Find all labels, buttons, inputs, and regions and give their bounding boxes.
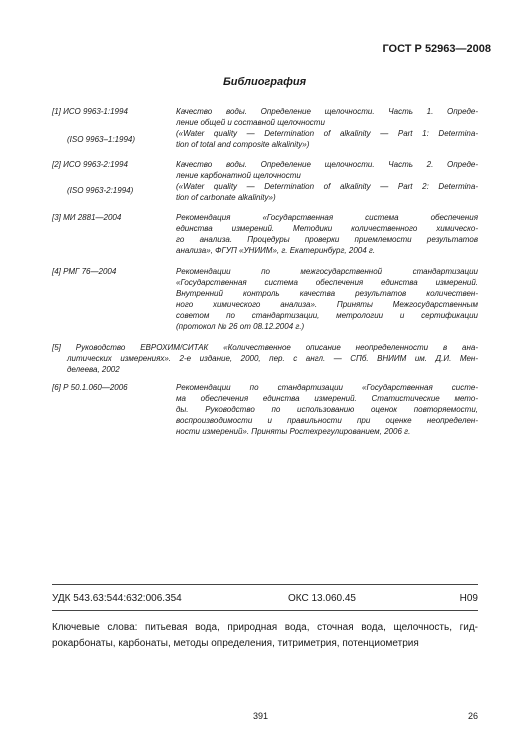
entry-2-line: («Water quality — Determination of alkalinity — Part 2: Determina- xyxy=(176,182,478,191)
entry-2-line: Качество воды. Определение щелочности. Часть 2. Опреде- xyxy=(176,160,478,169)
category-code: Н09 xyxy=(459,593,478,604)
entry-1-line: Качество воды. Определение щелочности. Часть 1. Опреде- xyxy=(176,107,478,116)
entry-5-text xyxy=(52,342,478,375)
entry-3-label: [3] МИ 2881—2004 xyxy=(52,213,122,222)
entry-3-line: го анализа. Процедуры проверки приемлемости результатов xyxy=(176,235,478,244)
entry-5-line: литических измерениях». 2-е издание, 2000, пер. с англ. — СПб. ВНИИМ им. Д.И. Мен- xyxy=(67,354,478,363)
entry-6-text xyxy=(176,382,478,437)
entry-3-line: анализа», ФГУП «УНИИМ», г. Екатеринбург, 2004 г. xyxy=(176,246,376,255)
entry-6-label: [6] Р 50.1.060—2006 xyxy=(52,383,128,392)
entry-4-line: «Государственная система обеспечения единства измерений. xyxy=(176,278,478,287)
bibliography-title: Библиография xyxy=(222,76,307,88)
entry-6-line: ности измерений». Приняты Ростехрегулированием, 2006 г. xyxy=(176,427,411,436)
oks-code: ОКС 13.060.45 xyxy=(288,593,356,604)
page-number-center: 391 xyxy=(253,711,269,721)
keywords-line: рокарбонаты, карбонаты, методы определения, титриметрия, потенциометрия xyxy=(52,638,419,649)
entry-4-line: Внутренний контроль качества результатов количествен- xyxy=(176,289,478,298)
entry-4-line: ного химического анализа». Приняты Межгосударственным xyxy=(176,300,478,309)
entry-1-line: («Water quality — Determination of alkalinity — Part 1: Determina- xyxy=(176,129,478,138)
entry-4-line: советом по стандартизации, метрологии и сертификации xyxy=(176,311,478,320)
footer-top-rule xyxy=(52,584,478,585)
page-number-right: 26 xyxy=(467,711,478,721)
entry-6-line: воспроизводимости и правильности при оценке неопределен- xyxy=(176,416,478,425)
entry-1-line: ление общей и составной щелочности xyxy=(176,118,325,127)
entry-6-line: Рекомендации по стандартизации «Государственная систе- xyxy=(176,383,478,392)
footer-bottom-rule xyxy=(52,610,478,611)
entry-4-line: Рекомендации по межгосударственной стандартизации xyxy=(176,267,478,276)
entry-4-line: (протокол № 26 от 08.12.2004 г.) xyxy=(176,322,305,331)
entry-5-line: делеева, 2002 xyxy=(67,365,120,374)
entry-1-label-en: (ISO 9963–1:1994) xyxy=(67,135,136,144)
entry-4-text xyxy=(176,266,478,332)
entry-3-line: единства измерений. Методики количественного химическо- xyxy=(176,224,478,233)
entry-1-text xyxy=(176,106,478,150)
entry-2-label: [2] ИСО 9963-2:1994 xyxy=(52,160,128,169)
entry-1-label: [1] ИСО 9963-1:1994 xyxy=(52,107,128,116)
keywords xyxy=(52,620,478,652)
entry-2-text xyxy=(176,159,478,203)
entry-2-line: ление карбонатной щелочности xyxy=(176,171,301,180)
entry-3-text xyxy=(176,212,478,256)
entry-6-line: ма обеспечения единства измерений. Статистические мето- xyxy=(176,394,478,403)
entry-3-line: Рекомендация «Государственная система обеспечения xyxy=(176,213,478,222)
entry-6-line: ды. Руководство по использованию оценок повторяемости, xyxy=(176,405,478,414)
keywords-line: Ключевые слова: питьевая вода, природная вода, сточная вода, щелочность, гид- xyxy=(52,622,478,633)
document-id: ГОСТ Р 52963—2008 xyxy=(382,43,491,55)
entry-2-label-en: (ISO 9963-2:1994) xyxy=(67,186,134,195)
udk-code: УДК 543.63:544:632:006.354 xyxy=(52,593,182,604)
entry-2-line: tion of carbonate alkalinity») xyxy=(176,193,276,202)
entry-1-line: tion of total and composite alkalinity») xyxy=(176,140,310,149)
entry-5-line: [5] Руководство ЕВРОХИМ/СИТАК «Количественное описание неопределенности в ана- xyxy=(52,343,478,352)
entry-4-label: [4] РМГ 76—2004 xyxy=(52,267,117,276)
